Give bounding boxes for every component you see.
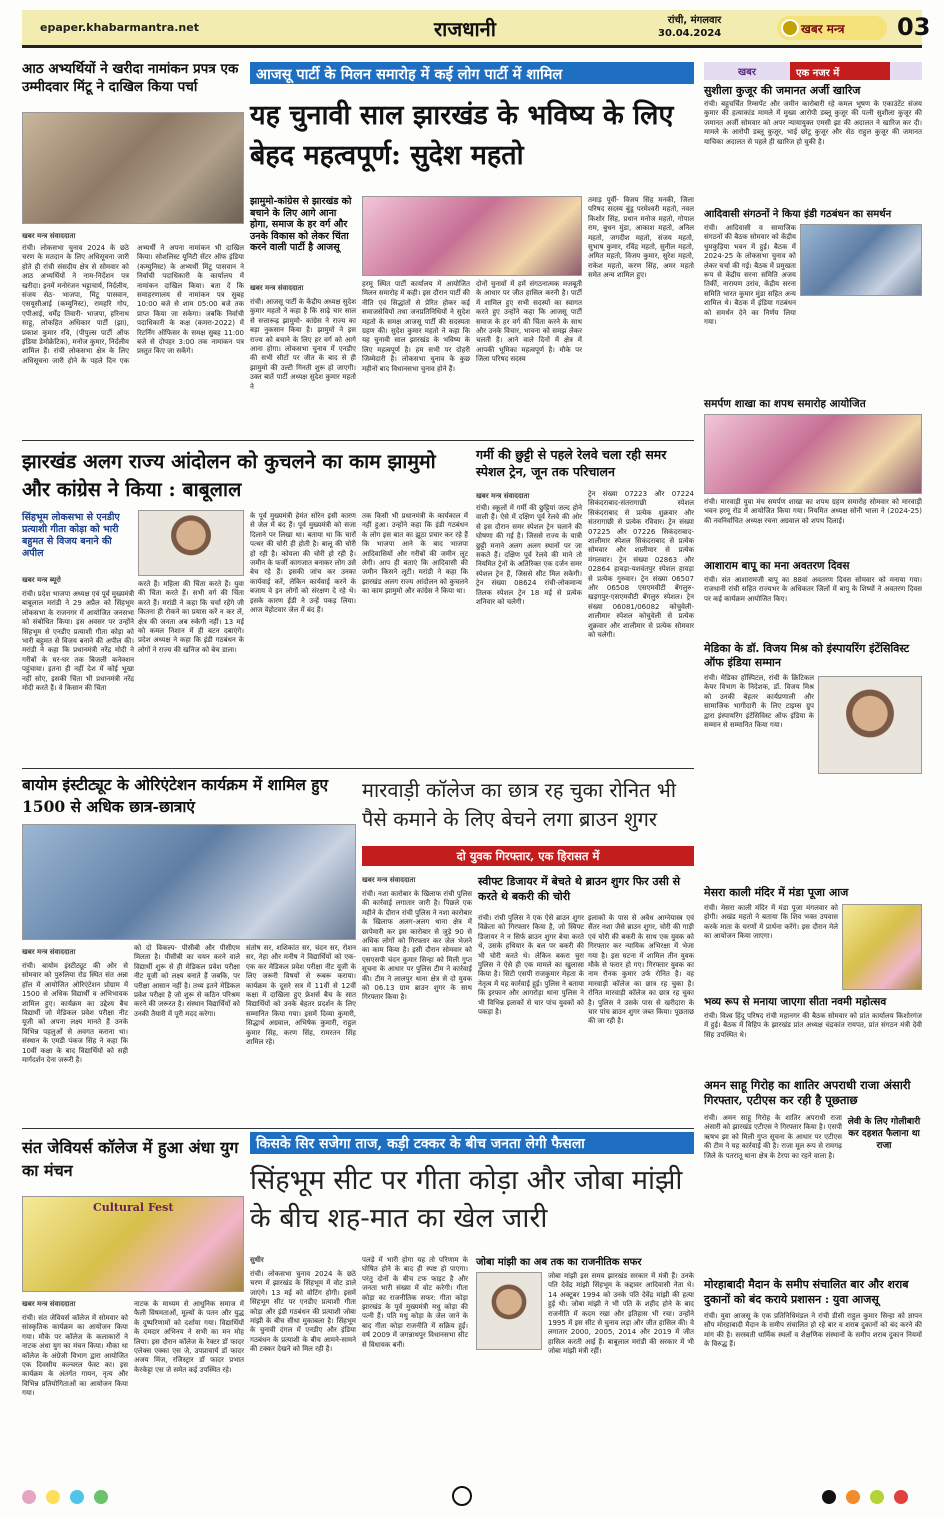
divider — [22, 768, 694, 769]
n6-headline: मेसरा काली मंदिर में मंडा पूजा आज — [704, 886, 849, 899]
a8-photo — [476, 1272, 542, 1350]
a8-headline: सिंहभूम सीट पर गीता कोड़ा और जोबा मांझी के बीच शह-मात का खेल जारी — [250, 1165, 683, 1234]
a6-subhead: स्वीफ्ट डिजायर में बेचते थे ब्राउन शुगर फिर उसी से करते थे बकरी की चोरी — [478, 875, 681, 903]
n7-headline: भव्य रूप से मनाया जाएगा सीता नवमी महोत्सव — [704, 996, 887, 1008]
divider — [22, 1128, 694, 1129]
a1-byline: खबर मन्त्र संवाददाता — [22, 232, 76, 240]
a3-byline: खबर मन्त्र ब्यूरो — [22, 576, 61, 584]
a4-headline: गर्मी की छुट्टी से पहले रेलवे चला रही समर स्पेशल ट्रेन, जून तक परिचालन — [476, 447, 667, 479]
a5-body-3: संतोष सर, शशिकांत सर, चंदन सर, रोशन सर, नेहा और मनीष ने विद्यार्थियों को एक-एक कर मेडिकल प्रवेश परीक्षा नीट यूजी के लिए जरूरी विषयों से रूबरू कराया। कार्यक्रम के दूसरे सत्र में 11वीं से 12वीं कक्षा में दाखिला हुए फ्रेशर्स बैच के सात विद्यार्थियों को उनके बेहतर प्रदर्शन के लिए सम्मानित किया गया। इसमें दिव्या कुमारी, सिद्धार्थ अग्रवाल, अभिषेक कुमारी, राहुल कुमार सिंह, करण सिंह, रामरतन सिंह शामिल रहे। — [246, 944, 356, 1047]
a7-photo-caption: Cultural Fest — [93, 1201, 174, 1214]
a3-body-3: के पूर्व मुख्यमंत्री हेमंत सोरेन इसी कारण से जेल में बंद हैं। पूर्व मुख्यमंत्री को सजा दिलाने पर लिखा था। बताया था कि चारों पत्थर की चोरी ही होती है। बालू की चोरी हो रही है। कोयला की चोरी हो रही है। जमीन के फर्जी कागजात बनाकर लोग उसे बेच रहे हैं। इसकी जांच कर उनका कार्यवाई करें, लेकिन कार्यवाई करने के बजाय वे इन लोगों को संरक्षण दे रहे थे। इसके कारण ईडी ने उन्हें पकड़ लिया। आज वेहोटवार जेल में बंद हैं। — [250, 512, 356, 615]
n5-headline: मेडिका के डॉ. विजय मिश्र को इंस्पायरिंग इंटेंसिविस्ट ऑफ इंडिया सम्मान — [704, 642, 910, 669]
n2-body: रांची। आदिवासी व सामाजिक संगठनों की बैठक सोमवार को केंद्रीय धुमकुड़िया भवन में हुई। बैठक में 2024-25 के लोकसभा चुनाव को लेकर चर्चा की गई। बैठक में प्रमुखता रूप से केंद्रीय सरना समिति अजय तिर्की, नारायण उरांव, केंद्रीय सरना समिति भारत कुमार मुंडा सहित अन्य शामिल थे। बैठक में इंडिया गठबंधन को समर्थन देने का निर्णय लिया गया। — [704, 224, 796, 327]
a3-body-1: रांची। प्रदेश भाजपा अध्यक्ष एवं पूर्व मुख्यमंत्री बाबूलाल मरांडी ने 29 अप्रैल को सिंहभूम लोकसभा के राजनगर में आयोजित जनसभा को संबोधित किया। इस अवसर पर उन्होंने सिंहभूम से एनडीए प्रत्याशी गीता कोड़ा को भारी बहुमत से विजय बनाने की अपील की। मरांडी ने कहा कि प्रधानमंत्री नरेंद्र मोदी ने गरीबों के घर-घर तक बिजली कनेक्शन पहुंचाया। इतना ही नहीं देश में कोई भूखा नहीं सोए, इसकी चिंता भी प्रधानमंत्री नरेंद्र मोदी करते हैं। वे किसान की चिंता — [22, 590, 135, 693]
a2-body-4: तमाड़ पूर्वी- विजय सिंह मनकी, जिला परिषद सदस्य बुंडू परमेश्वरी महतो, नवल किशोर सिंह, प्रधान मनोज महतो, गोपाल राम, बुधन मुंडा, आकाश महतो, अनिल महतो, जगदीश महतो, संजय महतो, सुभाष कुमार, रविंद्र महतो, सुनील महतो, अमित महतो, विजय कुमार, सुरेश महतो, राकेश महतो, करण सिंह, अमर महतो समेत अन्य शामिल हुए। — [588, 196, 694, 280]
a7-photo — [22, 1196, 244, 1292]
footer-dot — [846, 1490, 860, 1504]
footer-dot — [94, 1490, 108, 1504]
right-tag-title: एक नजर में — [790, 62, 890, 80]
right-tag-bar — [704, 62, 922, 80]
n1-headline: सुशीला कुजूर की जमानत अर्जी खारिज — [704, 84, 861, 97]
n4-body: रांची। संत आशारामजी बापू का 88वां अवतरण दिवस सोमवार को मनाया गया। राजधानी रांची सहित राज्यभर के अधिकतर जिलों में बापू के शिष्यों ने अवतरण दिवस पर कई कार्यक्रम आयोजित किए। — [704, 576, 922, 603]
a2-body-2: हरमू स्थित पार्टी कार्यालय में आयोजित मिलन समारोह में कही। इस दौरान पार्टी की नीति एवं सिद्धांतों से प्रेरित होकर कई समाजसेवियों तथा जनप्रतिनिधियों ने सुदेश महतो के समक्ष आजसू पार्टी की सदस्यता ग्रहण की। सुदेश कुमार महतो ने कहा कि यह चुनावी साल झारखंड के भविष्य के लिए महत्वपूर्ण है। हम सभी पर दोहरी जिम्मेदारी है। लोकसभा चुनाव के कुछ महीनों बाद विधानसभा चुनाव होने हैं। — [362, 280, 470, 373]
divider — [22, 440, 694, 441]
a7-body-2: नाटक के माध्यम से आधुनिक समाज में फैली विषमताओं, मूल्यों के पतन और युद्ध के दुष्परिणामों को दर्शाया गया। विद्यार्थियों के दमदार अभिनय ने सभी का मन मोह लिया। इस दौरान कॉलेज के रेक्टर डॉ फादर एलेक्स एक्का एस जे, उपप्राचार्य डॉ फादर अजय मिंज, रजिस्ट्रार डॉ फादर प्रभात केरकेट्टा एस जे समेत कई उपस्थित रहे। — [134, 1300, 244, 1374]
site-url[interactable]: epaper.khabarmantra.net — [40, 21, 199, 34]
masthead — [22, 10, 931, 48]
n8-body: रांची। अमन साहू गिरोह के शातिर अपराधी राजा अंसारी को झारखंड एटीएस ने गिरफ्तार किया है। एसपी ऋषभ झा को मिली गुप्त सूचना के आधार पर एटीएस की टीम ने यह कार्रवाई की है। राजा मूल रूप से रामगढ़ जिले के पतरातू थाना क्षेत्र के टेरपा का रहने वाला है। — [704, 1114, 842, 1160]
footer-dot — [70, 1490, 84, 1504]
a2-headline: यह चुनावी साल झारखंड के भविष्य के लिए बेहद महत्वपूर्ण: सुदेश महतो — [250, 100, 674, 171]
a2-pull-quote: झामुमो-कांग्रेस से झारखंड को बचाने के लिए आगे आना होगा, समाज के हर वर्ग और उनके विकास को लेकर चिंता करने वाली पार्टी है आजसू — [250, 196, 352, 253]
footer-dot — [894, 1490, 908, 1504]
n2-photo — [800, 224, 922, 296]
a8-side-head: जोबा मांझी का अब तक का राजनीतिक सफर — [476, 1257, 642, 1268]
a6-body-3: इलाकों के पास से अवैध आग्नेयास्त्र एवं सैंतर नशा जैसे ब्राउन शुगर, चोरी की गाड़ी एवं चोरी की बकरी के साथ एक युवक को गिरफ्तार कर न्यायिक अभिरक्षा में भेजा गया है। इस घटना में शामिल तीन युवक मौके से फरार हो गए। गिरफ्तार युवक का नाम रौनक कुमार उर्फ रोनित है। वह मारवाड़ी कॉलेज का छात्र रह चुका है। रोनित मारवाड़ी कॉलेज का छात्र रह चुका है। पुलिस ने उसके पास से खरीदारा के चार पांच ब्राउन शुगर जब्त किया। पूछताछ की जा रही है। — [588, 914, 694, 1026]
a8-side-body: जोबा मांझी इस समय झारखंड सरकार में मंत्री हैं। उनके पति देवेंद्र मांझी सिंहभूम के कद्दावर आदिवासी नेता थे। 14 अक्टूबर 1994 को उनके पति देवेंद्र मांझी की हत्या हुई थी। जोबा मांझी ने भी पति के शहीद होने के बाद राजनीति में कदम रखा और इतिहास भी रचा। उन्होंने 1995 में इस सीट से चुनाव लड़ा और जीत हासिल की। वे लगातार 2000, 2005, 2014 और 2019 में जीत हासिल करती आई हैं। बाबूलाल मरांडी की सरकार में भी जोबा मांझी मंत्री रहीं। — [548, 1272, 694, 1356]
a2-kicker: आजसू पार्टी के मिलन समारोह में कई लोग पार्टी में शामिल — [250, 62, 694, 84]
a4-body-1: रांची। स्कूलों में गर्मी की छुट्टियां जल्द होने वाली हैं। ऐसे में दक्षिण पूर्व रेलवे की ओर से इस दौरान समर स्पेशल ट्रेन चलाने की घोषणा की गई है। जिससे राज्य के यात्री छुट्टी मनाने अलग अलग स्थानों पर जा सकते हैं। दक्षिण पूर्व रेलवे की माने तो नियमित ट्रेनों के अतिरिक्त एक दर्जन समर स्पेशल ट्रेन हैं, जिससे सीट मिल सकेगी। ट्रेन संख्या 08624 रांची-लोकमान्य तिलक स्पेशल ट्रेन 18 मई से प्रत्येक शनिवार को चलेगी। — [476, 504, 582, 607]
a8-byline: सुधीर — [250, 1256, 264, 1264]
dateline-place: रांची, मंगलवार — [667, 15, 722, 26]
a1-headline: आठ अभ्यर्थियों ने खरीदा नामांकन प्रपत्र एक उम्मीदवार मिंटू ने दाखिल किया पर्चा — [22, 61, 239, 95]
a6-body-1: रांची। नशा कारोबार के खिलाफ रांची पुलिस की कार्रवाई लगातार जारी है। पिछले एक महीने के दौरान रांची पुलिस ने नशा कारोबार के खिलाफ अलग-अलग थाना क्षेत्र में छापेमारी कर इस कारोबार से जुड़े 90 से अधिक लोगों को गिरफ्तार कर जेल भेजने का काम किया है। इसी दौरान सोमवार को एसएसपी चंदन कुमार सिन्हा को मिली गुप्त सूचना के आधार पर पुलिस टीम ने कार्रवाई की। टीम ने लालपुर थाना क्षेत्र से दो युवक को 06.13 ग्राम ब्राउन शुगर के साथ गिरफ्तार किया है। — [362, 890, 472, 1002]
footer-dot — [822, 1490, 836, 1504]
dateline — [658, 14, 721, 40]
n4-headline: आशाराम बापू का मना अवतरण दिवस — [704, 560, 850, 572]
a7-byline: खबर मन्त्र संवाददाता — [22, 1300, 76, 1308]
a8-body-2: पलड़े में भारी होगा यह तो परिणाम के घोषित होने के बाद ही स्पष्ट हो पाएगा। परंतु दोनों के बीच टफ फाइट है और जनता भारी संख्या में वोट करेगी। गीता कोड़ा का राजनीतिक सफर: गीता कोड़ा झारखंड के पूर्व मुख्यमंत्री मधु कोड़ा की पत्नी हैं। पति मधु कोड़ा के जेल जाने के बाद गीता कोड़ा राजनीति में सक्रिय हुईं। वर्ष 2009 में जगन्नाथपुर विधानसभा सीट से विधायक बनीं। — [362, 1256, 468, 1349]
n3-headline: समर्पण शाखा का शपथ समारोह आयोजित — [704, 398, 866, 410]
a1-body: रांची। लोकसभा चुनाव 2024 के छठे चरण के मतदान के लिए अधिसूचना जारी होते ही रांची संसदीय क्षेत्र से सोमवार को आठ अभ्यर्थियों ने नाम-निर्देशन पत्र खरीदा। इनमें मनोरंजन भट्टाचार्य, निर्दलीय, संजय सेठ- भाजपा, मिंटू पासवान, एसयूसीआई (कम्युनिस्ट), रामहरि गोप, एपीआई, धर्मेंद्र तिवारी- भाजपा, हरिनाथ साहू, लोकहित अधिकार पार्टी (झा), प्रकाश कुमार रवि, (पीपुल्स पार्टी ऑफ इंडिया डेमोक्रेटिक), मनोज कुमार, निर्दलीय शामिल हैं। रांची लोकसभा क्षेत्र के लिए अधिसूचना जारी होने के पहले दिन एक अभ्यर्थी ने अपना नामांकन भी दाखिल किया। सोशलिस्ट यूनिटी सेंटर ऑफ इंडिया (कम्युनिस्ट) के अभ्यर्थी मिंटू पासवान ने निर्वाची पदाधिकारी के कार्यालय में नामांकन दाखिल किया। बता दें कि समाहरणालय से नामांकन पत्र सुबह 10:00 बजे से शाम 05:00 बजे तक प्राप्त किया जा सकेगा। जबकि निर्वाची पदाधिकारी के कक्ष (कमरा-2022) में रिटर्निंग ऑफिसर के समक्ष सुबह 11:00 बजे से दोपहर 3:00 तक नामांकन पत्र प्रस्तुत किए जा सकेंगे। — [22, 244, 244, 365]
registration-mark-icon — [452, 1486, 472, 1506]
a7-headline: संत जेवियर्स कॉलेज में हुआ अंधा युग का मंचन — [22, 1138, 239, 1180]
n5-photo — [818, 676, 922, 774]
a8-kicker: किसके सिर सजेगा ताज, कड़ी टक्कर के बीच जनता लेगी फैसला — [250, 1132, 694, 1154]
n9-body: रांची। युवा आजसू के एक प्रतिनिधिमंडल ने रांची डीसी राहुल कुमार सिन्हा को ज्ञापन सौंप मोरहाबादी मैदान के समीप संचालित हो रहे बार व शराब दुकानों को बंद करने की मांग की है। सरस्वती धार्मिक स्थलों व शैक्षणिक संस्थानों के समीप शराब दुकान नियमों के विरुद्ध हैं। — [704, 1312, 922, 1349]
n3-photo — [704, 414, 922, 494]
a3-body-4: तक किसी भी प्रधानमंत्री के कार्यकाल में नहीं हुआ। उन्होंने कहा कि इंडी गठबंधन के लोग इस बात का झूठा प्रचार कर रहे हैं कि भाजपा आने के बाद भाजपा आदिवासियों और गरीबों की जमीन लूट लेगी। आप ही बताएं कि आदिवासी की जमीन किसने लूटी। मरांडी ने कहा कि झारखंड अलग राज्य आंदोलन को कुचलने का काम झामुमो और कांग्रेस ने किया था। — [362, 512, 468, 596]
n6-photo — [842, 904, 922, 990]
a6-body-2: रांची। रांची पुलिस ने एक ऐसे ब्राउन शुगर विक्रेता को गिरफ्तार किया है, जो स्विफ्ट डिजायर ने न सिर्फ ब्राउन शुगर बेचा करते थे, उसके हथियार के बल पर बकरी की भी चोरी करते थे। लेकिन बकरा चुरा पुलिस ने ऐसे ही एक मामले का खुलासा किया है। सिटी एसपी राजकुमार मेहता के नेतृत्व में यह कार्रवाई हुई। पुलिस ने बताया कि इरफान और आगरोड़ा थाना पुलिस ने भी विभिन्न इलाकों से चार पांच युवकों को पकड़ा है। — [478, 914, 584, 1017]
a5-photo — [22, 824, 356, 940]
a2-photo — [362, 196, 582, 276]
page-number: 03 — [897, 13, 931, 41]
a3-body-2: करते हैं। महिला की चिंता करते हैं। युवा की चिंता करते हैं। सभी वर्ग की चिंता करते हैं। मरांडी ने कहा कि चर्चा रहेंगे जी कितना ही रोकने का प्रयास करें न कर लें, क्षेत्र की जनता अब रुकेगी नहीं। 13 मई को कमल निशान में ही बटन दबाएंगे। प्रदेश अध्यक्ष ने कहा कि इंडी गठबंधन के लोगों ने राज्य की खनिज को बेच डाला। — [138, 580, 244, 654]
n6-body: रांची। मेसरा काली मंदिर में मंडा पूजा मंगलवार को होगी। अखंड महतो ने बताया कि शिव भक्त उपवास करके माता के चरणों में प्रार्थना करेंगे। इस दौरान मेले का आयोजन किया जाएगा। — [704, 904, 838, 941]
a2-byline: खबर मन्त्र संवाददाता — [250, 284, 304, 292]
a4-body-2: ट्रेन संख्या 07223 और 07224 सिकंदराबाद-संतरागाछी स्पेशल सिकंदराबाद से प्रत्येक शुक्रवार और संतरागाछी से प्रत्येक रविवार। ट्रेन संख्या 07225 और 07226 सिकंदराबाद-शालीमार स्पेशल सिकंदराबाद से प्रत्येक सोमवार और शालीमार से प्रत्येक मंगलवार। ट्रेन संख्या 02863 और 02864 हावड़ा-यशवंतपुर स्पेशल हावड़ा से प्रत्येक गुरुवार। ट्रेन संख्या 06507 और 06508 एसएमवीटी बेंगलुरु-खड़गपुर-एसएमवीटी बेंगलुरु स्पेशल। ट्रेन संख्या 06081/06082 कोचुवेली-शालीमार स्पेशल कोचुवेली से प्रत्येक शुक्रवार और शालीमार से प्रत्येक सोमवार को चलेगी। — [588, 490, 694, 640]
footer-color-bar — [22, 1486, 922, 1508]
n2-headline: आदिवासी संगठनों ने किया इंडी गठबंधन का समर्थन — [704, 209, 892, 220]
a6-headline: मारवाड़ी कॉलेज का छात्र रह चुका रोनित भी पैसे कमाने के लिए बेचने लगा ब्राउन शुगर — [362, 778, 677, 831]
a5-byline: खबर मन्त्र संवाददाता — [22, 948, 76, 956]
right-tag-label: खबर — [738, 67, 756, 78]
a3-subhead: सिंहभूम लोकसभा से एनडीए प्रत्याशी गीता कोड़ा को भारी बहुमत से विजय बनाने की अपील — [22, 512, 120, 559]
a5-body-1: रांची। बायोम इंस्टीट्यूट की ओर से सोमवार को पुरुलिया रोड स्थित संत अन्ना हॉल में आयोजित ओरिएंटेशन प्रोग्राम में 1500 से अधिक विद्यार्थी व अभिभावक शामिल हुए। कार्यक्रम का उद्देश्य बैच विद्यार्थी जो मेडिकल प्रवेश परीक्षा नीट यूजी को अपना लक्ष्य मानते हैं उनके विभिन्न पहलुओं से अवगत कराना था। संस्थान के एमडी पंकज सिंह ने कहा कि 10वीं कक्षा के बाद विद्यार्थियों को सही मार्गदर्शन देना जरूरी है। — [22, 962, 128, 1065]
n8-aside: लेवी के लिए गोलीबारी कर दहशत फैलाना था राजा — [847, 1117, 921, 1151]
brand-logo-icon — [781, 19, 799, 37]
a3-headline: झारखंड अलग राज्य आंदोलन को कुचलने का काम झामुमो और कांग्रेस ने किया : बाबूलाल — [22, 450, 436, 501]
a8-body-1: रांची। लोकसभा चुनाव 2024 के छठे चरण में झारखंड के सिंहभूम में वोट डाले जाएंगे। 13 मई को वोटिंग होगी। इसमें सिंहभूम सीट पर एनडीए प्रत्याशी गीता कोड़ा और इंडी गठबंधन की प्रत्याशी जोबा मांझी के बीच सीधा मुकाबला है। सिंहभूम के चुनावी दंगल में एनडीए और इंडिया गठबंधन के प्रत्याशी के बीच आमने-सामने की टक्कर देखने को मिल रही है। — [250, 1270, 356, 1354]
a7-body-1: रांची। संत जेवियर्स कॉलेज में सोमवार को सांस्कृतिक कार्यक्रम का आयोजन किया गया। मौके पर कॉलेज के कलाकारों ने नाटक अंधा युग का मंचन किया। मौका था कॉलेज के अंग्रेजी विभाग द्वारा आयोजित एक दिवसीय कल्चरल फेस्ट का। इस कार्यक्रम के अंतर्गत गायन, नृत्य और विभिन्न प्रतियोगिताओं का आयोजन किया गया। — [22, 1314, 128, 1398]
a5-body-2: को दो विकल्प- पीसीबी और पीसीएम मिलता है। पीसीबी का चयन करने वाले विद्यार्थी शुरू से ही मेडिकल प्रवेश परीक्षा नीट यूजी को लक्ष्य बनाते हैं जबकि, पर परीक्षा आसान नहीं है। तथ्य इतने मेडिकल प्रवेश परीक्षा है जो शुरू से कठिन परिश्रम करने की जरूरत है। संस्थान विद्यार्थियों को उनकी तैयारी में पूरी मदद करेगा। — [134, 944, 240, 1018]
n5-body: रांची। मेडिका हॉस्पिटल, रांची के क्रिटिकल केयर विभाग के निदेशक, डॉ. विजय मिश्र को उनकी बेहतर कार्यप्रणाली और सामाजिक भागीदारी के लिए टाइम्स ग्रुप द्वारा इंस्पायरिंग इंटेंसिविस्ट ऑफ इंडिया के सम्मान से सम्मानित किया गया। — [704, 674, 814, 730]
a6-byline: खबर मन्त्र संवाददाता — [362, 876, 416, 884]
n8-headline: अमन साहू गिरोह का शातिर अपराधी राजा अंसारी गिरफ्तार, एटीएस कर रही है पूछताछ — [704, 1078, 911, 1107]
brand-logo — [777, 16, 887, 40]
a2-body-1: रांची। आजसू पार्टी के केंद्रीय अध्यक्ष सुदेश कुमार महतो ने कहा है कि साढ़े चार साल से सत्तारूढ़ झामुमो- कांग्रेस ने राज्य का बड़ा नुकसान किया है। झामुमो ने इस राज्य को बचाने के लिए हर वर्ग को आगे आना होगा। लोकसभा चुनाव में एनडीए की सभी सीटों पर जीत के बाद से ही झामुमो की उल्टी गिनती शुरू हो जाएगी। उक्त बातें पार्टी अध्यक्ष सुदेश कुमार महतो ने — [250, 298, 356, 391]
a2-body-3: दोनों चुनावों में हमें संगठनात्मक मजबूती के आधार पर जीत हासिल करनी है। पार्टी में शामिल हुए सभी सदस्यों का स्वागत करते हुए उन्होंने कहा कि आजसू पार्टी समाज के हर वर्ग की चिंता करने के साथ और उनके विचार, भावना को समझ लेकर चलती है। आने वाले दिनों में क्षेत्र में आपकी भूमिका महत्वपूर्ण है। मौके पर जिला परिषद सदस्य — [476, 280, 582, 364]
footer-dot — [870, 1490, 884, 1504]
n3-body: रांची। मारवाड़ी युवा मंच समर्पण शाखा का शपथ ग्रहण समारोह सोमवार को मारवाड़ी भवन हरमू रोड में आयोजित किया गया। नियमित अध्यक्ष सोनी भाला ने (2024-25) की नवनिर्वाचित अध्यक्ष रचना अग्रवाल को शपथ दिलाई। — [704, 498, 922, 525]
n7-body: रांची। विश्व हिंदू परिषद रांची महानगर की बैठक सोमवार को प्रांत कार्यालय किशोरगंज में हुई। बैठक में विहिप के झारखंड प्रांत अध्यक्ष चंद्रकांत रायपत, प्रांत संगठन मंत्री देवी सिंह उपस्थित थे। — [704, 1012, 922, 1039]
section-title: राजधानी — [434, 17, 496, 41]
a4-byline: खबर मन्त्र संवाददाता — [476, 492, 530, 500]
footer-dot — [22, 1490, 36, 1504]
n1-body: रांची। बहुचर्चित रिम्सपेंट और जमीन कारोबारी रहे कमल भूषण के एकाउंटेंट संजय कुमार की हत्याकांड मामले में मुख्य आरोपी डब्लू कुजूर की पत्नी सुशीला कुजूर की जमानत अर्जी सोमवार को अपर न्यायायुक्त एमसी झा की अदालत ने खारिज कर दी। मामले के आरोपी डब्लू कुजूर, भाई छोटू कुजूर और सेठ राहुल कुजूर की जमानत याचिका अदालत से पहले ही खारिज हो चुकी है। — [704, 100, 922, 146]
footer-dot — [46, 1490, 60, 1504]
a3-photo — [138, 510, 244, 576]
a5-headline: बायोम इंस्टीट्यूट के ओरिएंटेशन कार्यक्रम में शामिल हुए 1500 से अधिक छात्र-छात्राएं — [22, 775, 329, 816]
brand-name: खबर मन्त्र — [801, 22, 845, 36]
n9-headline: मोरहाबादी मैदान के समीप संचालित बार और शराब दुकानों को बंद कराये प्रशासन : युवा आजसू — [704, 1278, 909, 1306]
a1-photo — [22, 112, 244, 224]
dateline-date: 30.04.2024 — [658, 28, 722, 39]
a6-strip: दो युवक गिरफ्तार, एक हिरासत में — [362, 846, 694, 866]
